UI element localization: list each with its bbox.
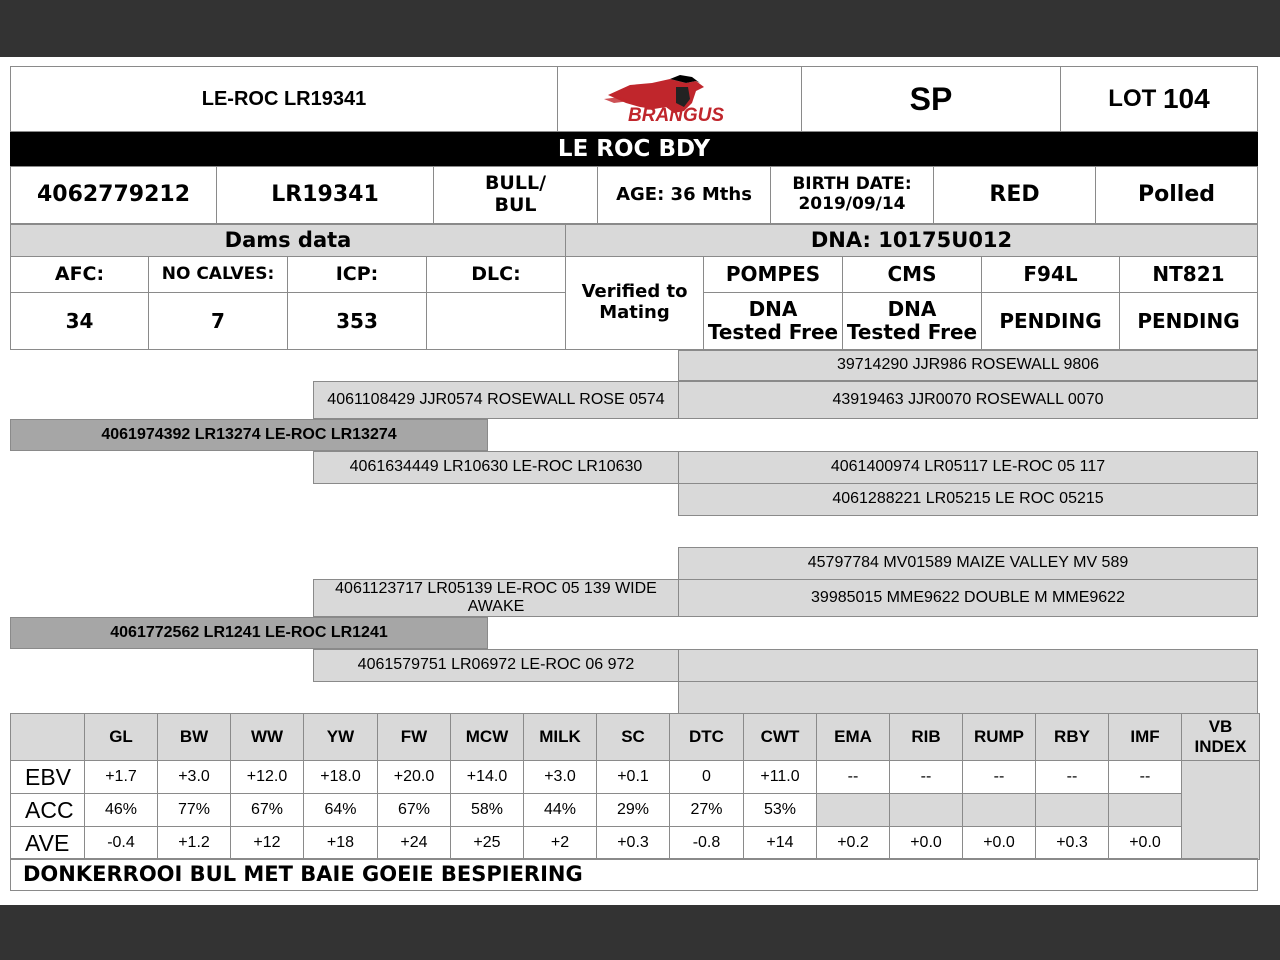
afc-value: 34 bbox=[10, 292, 149, 350]
horn-status: Polled bbox=[1095, 166, 1258, 224]
ebv-value: 29% bbox=[596, 793, 670, 827]
ebv-value: +1.2 bbox=[157, 826, 231, 860]
ebv-value: +20.0 bbox=[377, 760, 451, 794]
bull-head-icon bbox=[600, 73, 760, 125]
pedigree-ss-dam: 43919463 JJR0070 ROSEWALL 0070 bbox=[678, 381, 1258, 419]
top-letterbox bbox=[0, 0, 1280, 57]
dna-test-name: NT821 bbox=[1119, 256, 1258, 293]
ebv-value: +0.3 bbox=[1035, 826, 1109, 860]
ebv-row-label: AVE bbox=[10, 826, 85, 860]
ebv-trait-header: FW bbox=[377, 713, 451, 761]
ebv-value: +3.0 bbox=[157, 760, 231, 794]
lot-value: 104 bbox=[1162, 82, 1210, 114]
pedigree-ss-sire: 39714290 JJR986 ROSEWALL 9806 bbox=[678, 350, 1258, 381]
calves-label: NO CALVES: bbox=[148, 256, 288, 293]
age: AGE: 36 Mths bbox=[597, 166, 771, 224]
ebv-value bbox=[1035, 793, 1109, 827]
ebv-value: -- bbox=[1108, 760, 1182, 794]
ebv-trait-header: RIB bbox=[889, 713, 963, 761]
verified-line2: Mating bbox=[599, 302, 670, 323]
result-line2: Tested Free bbox=[846, 320, 978, 344]
ebv-value: +14 bbox=[743, 826, 817, 860]
ebv-trait-header: SC bbox=[596, 713, 670, 761]
dna-test-name: CMS bbox=[842, 256, 982, 293]
ebv-trait-header: MILK bbox=[523, 713, 597, 761]
dna-test-result: PENDING bbox=[1119, 292, 1258, 350]
ebv-value: 27% bbox=[669, 793, 744, 827]
birth-value: 2019/09/14 bbox=[798, 194, 906, 214]
pedigree-sd-sire: 4061400974 LR05117 LE-ROC 05 117 bbox=[678, 451, 1258, 484]
ebv-value: -- bbox=[816, 760, 890, 794]
ebv-value: 0 bbox=[669, 760, 744, 794]
ebv-value: +12.0 bbox=[230, 760, 304, 794]
ebv-table bbox=[10, 713, 1258, 859]
lot-label: LOT bbox=[1108, 85, 1157, 113]
sex-line1: BULL/ bbox=[484, 172, 547, 195]
ebv-value: 53% bbox=[743, 793, 817, 827]
pedigree-dam: 4061772562 LR1241 LE-ROC LR1241 bbox=[10, 617, 488, 649]
remark: DONKERROOI BUL MET BAIE GOEIE BESPIERING bbox=[10, 858, 1258, 891]
ebv-value: 46% bbox=[84, 793, 158, 827]
ebv-value: +3.0 bbox=[523, 760, 597, 794]
afc-label: AFC: bbox=[10, 256, 149, 293]
pedigree-dd-dam bbox=[678, 681, 1258, 714]
dlc-label: DLC: bbox=[426, 256, 566, 293]
ebv-value: 77% bbox=[157, 793, 231, 827]
pedigree-dam-sire: 4061123717 LR05139 LE-ROC 05 139 WIDE AWAKE bbox=[313, 579, 679, 617]
ebv-value: +0.0 bbox=[1108, 826, 1182, 860]
bottom-letterbox bbox=[0, 905, 1280, 960]
ebv-row-label: EBV bbox=[10, 760, 85, 794]
dna-header: DNA: 10175U012 bbox=[565, 224, 1258, 257]
ebv-trait-header: BW bbox=[157, 713, 231, 761]
pedigree-sire: 4061974392 LR13274 LE-ROC LR13274 bbox=[10, 419, 488, 451]
ebv-value: 67% bbox=[377, 793, 451, 827]
ebv-value: 58% bbox=[450, 793, 524, 827]
pedigree-ds-sire: 45797784 MV01589 MAIZE VALLEY MV 589 bbox=[678, 547, 1258, 580]
sex-line2: BUL bbox=[494, 194, 537, 216]
index-label-line2: INDEX bbox=[1194, 737, 1247, 756]
ebv-value: +1.7 bbox=[84, 760, 158, 794]
birth-date bbox=[770, 166, 934, 224]
icp-value: 353 bbox=[287, 292, 427, 350]
ebv-value: +0.1 bbox=[596, 760, 670, 794]
ebv-value: -- bbox=[962, 760, 1036, 794]
ebv-trait-header: EMA bbox=[816, 713, 890, 761]
ebv-trait-header: YW bbox=[303, 713, 378, 761]
ebv-trait-header: GL bbox=[84, 713, 158, 761]
color: RED bbox=[933, 166, 1096, 224]
sex bbox=[433, 166, 598, 224]
ebv-value bbox=[816, 793, 890, 827]
ebv-value: +0.3 bbox=[596, 826, 670, 860]
result-line1: DNA bbox=[887, 297, 937, 321]
pedigree-sire-sire: 4061108429 JJR0574 ROSEWALL ROSE 0574 bbox=[313, 381, 679, 419]
ebv-corner bbox=[10, 713, 85, 761]
ebv-value: +0.0 bbox=[962, 826, 1036, 860]
id-code: LR19341 bbox=[216, 166, 434, 224]
lot-number bbox=[1060, 66, 1258, 132]
ebv-value: 64% bbox=[303, 793, 378, 827]
dams-data-header: Dams data bbox=[10, 224, 566, 257]
ebv-value: 44% bbox=[523, 793, 597, 827]
registration-number: 4062779212 bbox=[10, 166, 217, 224]
animal-name-header: LE-ROC LR19341 bbox=[10, 66, 558, 132]
ebv-value: 67% bbox=[230, 793, 304, 827]
ebv-trait-header: RUMP bbox=[962, 713, 1036, 761]
ebv-value: -- bbox=[889, 760, 963, 794]
breed-logo bbox=[557, 66, 802, 132]
ebv-value bbox=[889, 793, 963, 827]
ebv-value: -0.8 bbox=[669, 826, 744, 860]
index-label-line1: VB bbox=[1208, 717, 1233, 737]
pedigree-dam-dam: 4061579751 LR06972 LE-ROC 06 972 bbox=[313, 649, 679, 682]
dlc-value bbox=[426, 292, 566, 350]
ebv-value: +24 bbox=[377, 826, 451, 860]
pedigree-sire-dam: 4061634449 LR10630 LE-ROC LR10630 bbox=[313, 451, 679, 484]
verified-line1: Verified to bbox=[581, 281, 688, 303]
dna-test-result: PENDING bbox=[981, 292, 1120, 350]
ebv-row-label: ACC bbox=[10, 793, 85, 827]
dna-test-result bbox=[842, 292, 982, 350]
pedigree-ds-dam: 39985015 MME9622 DOUBLE M MME9622 bbox=[678, 579, 1258, 617]
ebv-value: +25 bbox=[450, 826, 524, 860]
dna-test-result bbox=[703, 292, 843, 350]
ebv-value: +12 bbox=[230, 826, 304, 860]
verified-to-mating bbox=[565, 256, 704, 350]
dna-test-name: F94L bbox=[981, 256, 1120, 293]
ebv-trait-header: MCW bbox=[450, 713, 524, 761]
title-bar: LE ROC BDY bbox=[10, 132, 1258, 166]
ebv-trait-header: DTC bbox=[669, 713, 744, 761]
ebv-value: -- bbox=[1035, 760, 1109, 794]
pedigree-sd-dam: 4061288221 LR05215 LE ROC 05215 bbox=[678, 483, 1258, 516]
ebv-value: +11.0 bbox=[743, 760, 817, 794]
birth-label: BIRTH DATE: bbox=[792, 174, 912, 195]
ebv-trait-header: CWT bbox=[743, 713, 817, 761]
grade: SP bbox=[801, 66, 1061, 132]
ebv-value: +14.0 bbox=[450, 760, 524, 794]
icp-label: ICP: bbox=[287, 256, 427, 293]
svg-text:BRANGUS: BRANGUS bbox=[627, 105, 724, 125]
result-line2: Tested Free bbox=[707, 320, 839, 344]
ebv-value: +2 bbox=[523, 826, 597, 860]
vb-index-header bbox=[1181, 713, 1260, 761]
lot-card bbox=[10, 66, 1258, 891]
dna-test-name: POMPES bbox=[703, 256, 843, 293]
ebv-value: +0.0 bbox=[889, 826, 963, 860]
ebv-value: +18.0 bbox=[303, 760, 378, 794]
ebv-value: +0.2 bbox=[816, 826, 890, 860]
ebv-value: -0.4 bbox=[84, 826, 158, 860]
ebv-trait-header: RBY bbox=[1035, 713, 1109, 761]
ebv-trait-header: IMF bbox=[1108, 713, 1182, 761]
ebv-value bbox=[1108, 793, 1182, 827]
ebv-trait-header: WW bbox=[230, 713, 304, 761]
vb-index-value bbox=[1181, 760, 1260, 860]
ebv-value bbox=[962, 793, 1036, 827]
calves-value: 7 bbox=[148, 292, 288, 350]
pedigree-dd-sire bbox=[678, 649, 1258, 682]
ebv-value: +18 bbox=[303, 826, 378, 860]
result-line1: DNA bbox=[748, 297, 798, 321]
